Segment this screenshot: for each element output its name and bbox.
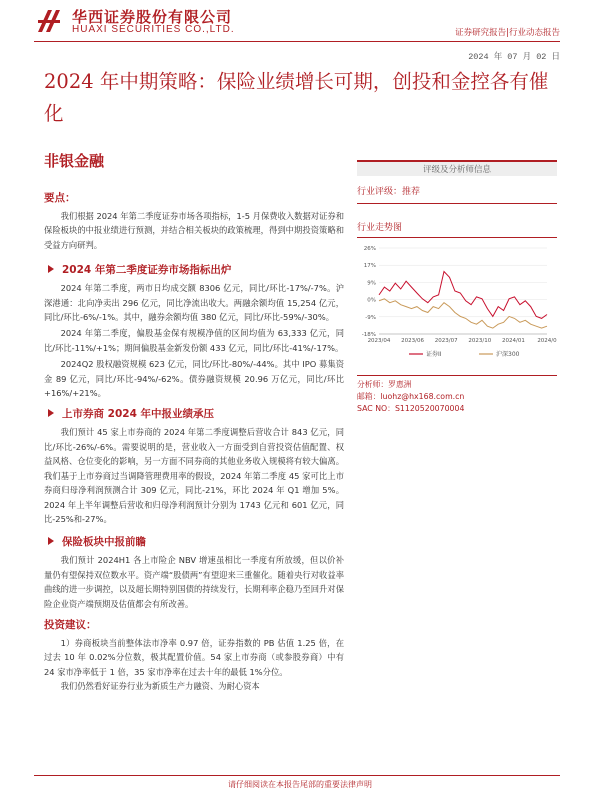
report-date: 2024 年 07 月 02 日 <box>468 52 560 62</box>
analyst-name: 分析师：罗惠洲 <box>357 380 412 389</box>
chart-y-tick-label: -9% <box>365 314 376 321</box>
header-divider <box>34 41 560 42</box>
industry-rating: 行业评级：推荐 <box>357 187 421 197</box>
key-points-heading: 要点： <box>44 192 76 204</box>
chart-x-tick-label: 2023/04 <box>367 338 391 344</box>
report-type-tags: 证券研究报告|行业动态报告 <box>455 28 560 38</box>
chart-y-tick-label: 0% <box>367 297 376 304</box>
insurance-outlook-para-1: 我们预计 2024H1 各上市险企 NBV 增速虽相比一季度有所放缓，但以价补量仍有望保持双位数水平。资产端“股债两”有望迎来三重催化。随着央行对收益率曲线的进一步调控，以及超长期特别国债的持续发行，长期利率企稳乃至回升对保险企业资产端预期及估值都会有所改善。 <box>44 555 344 609</box>
rating-divider <box>357 203 557 204</box>
chart-x-tick-label: 2024/0 <box>537 338 557 344</box>
chart-x-tick-label: 2023/06 <box>401 338 425 344</box>
investment-advice-para-2: 我们仍然看好证券行业为新质生产力融资、为耐心资本 <box>60 681 260 692</box>
footer-divider <box>34 775 560 776</box>
sector-label: 非银金融 <box>44 152 105 170</box>
trend-divider <box>357 237 557 238</box>
chart-x-tick-label: 2023/07 <box>434 338 458 344</box>
industry-trend-chart <box>357 242 557 370</box>
q2-indicators-para-3: 2024Q2 股权融资规模 623 亿元，同比/环比-80%/-44%。其中 IPO 募集资金 89 亿元，同比/环比-94%/-62%。债券融资规模 20.96 万亿元，同比/环比+16%/+21%。 <box>44 359 344 399</box>
company-name-en: HUAXI SECURITIES CO.,LTD. <box>72 24 235 35</box>
rating-panel-title: 评级及分析师信息 <box>357 160 557 176</box>
chart-legend-label: 沪深300 <box>496 351 520 358</box>
broker-results-para-1: 我们预计 45 家上市券商的 2024 年第二季度调整后营收合计 843 亿元，同比/环比-26%/-6%。需要说明的是，营业收入一方面受到自营投资估值配置、权益风格、仓位变化的影响，另一方面不同券商的其他业务收入规模将有较大偏离。我们基于上市券商过当调降管理费用率的假设，2024 年第二季度 45 家可比上市券商归母净利润预测合计 309 亿元，同比-21%，环比 2024 年 Q1 增加 5%。2024 年上半年调整后营收和归母净利润预计分别为 1743 亿元和 601 亿元，同比-25%和-27%。 <box>44 427 344 524</box>
investment-advice-para-1: 1）券商板块当前整体法市净率 0.97 倍，证券指数的 PB 估值 1.25 倍，在过去 10 年 0.02%分位数，极其配置价值。54 家上市券商（或参股券商）中有 24 家市净率低于 1 倍，35 家市净率在过去十年的最低 1%分位。 <box>44 637 344 677</box>
q2-indicators-para-1: 2024 年第二季度，两市日均成交额 8306 亿元，同比/环比-17%/-7%。沪深港通：北向净卖出 296 亿元，同比净流出收大。两融余额均值 15,254 亿元，同比/环比-6%/-1%。其中，融券余额均值 380 亿元，同比/环比-59%/-30%。 <box>44 283 344 323</box>
analyst-divider <box>357 375 557 376</box>
chart-x-tick-label: 2024/01 <box>501 338 525 344</box>
chart-series-line-1 <box>379 272 547 319</box>
rating-sidebar <box>357 160 557 370</box>
investment-advice-heading: 投资建议： <box>44 618 97 631</box>
report-title: 2024 年中期策略：保险业绩增长可期，创投和金控各有催化 <box>44 70 549 125</box>
chart-y-tick-label: -18% <box>361 332 376 338</box>
q2-indicators-heading: 2024 年第二季度证券市场指标出炉 <box>62 262 344 277</box>
analyst-email: 邮箱：luohz@hx168.com.cn <box>357 392 465 401</box>
chart-y-tick-label: 17% <box>363 263 376 270</box>
analyst-info <box>357 375 557 415</box>
chart-y-tick-label: 26% <box>363 246 376 252</box>
key-points-intro: 我们根据 2024 年第二季度证券市场各项指标，1-5 月保费收入数据对证券和保险板块的中报业绩进行预测，并结合相关板块的政策梳理，得到中期投资策略和受益方向研判。 <box>44 211 344 250</box>
broker-results-heading: 上市券商 2024 年中报业绩承压 <box>62 406 344 421</box>
company-logo <box>34 4 264 38</box>
huaxi-logo-icon <box>34 6 64 36</box>
report-body <box>44 190 344 694</box>
legal-notice: 请仔细阅读在本报告尾部的重要法律声明 <box>228 780 372 789</box>
insurance-outlook-heading: 保险板块中报前瞻 <box>62 534 344 549</box>
chart-x-tick-label: 2023/10 <box>468 338 492 344</box>
company-name-cn: 华西证券股份有限公司 <box>72 8 233 26</box>
chart-legend-label: 证券II <box>426 351 442 358</box>
analyst-sac-number: SAC NO：S1120520070004 <box>357 404 465 413</box>
chart-y-tick-label: 9% <box>367 280 376 287</box>
trend-chart-label: 行业走势图 <box>357 223 403 233</box>
q2-indicators-para-2: 2024 年第二季度，偏股基金保有规模净值的区间均值为 63,333 亿元，同比/环比-11%/+1%；期间偏股基金新发份额 433 亿元，同比/环比-41%/-17%。 <box>44 328 344 353</box>
